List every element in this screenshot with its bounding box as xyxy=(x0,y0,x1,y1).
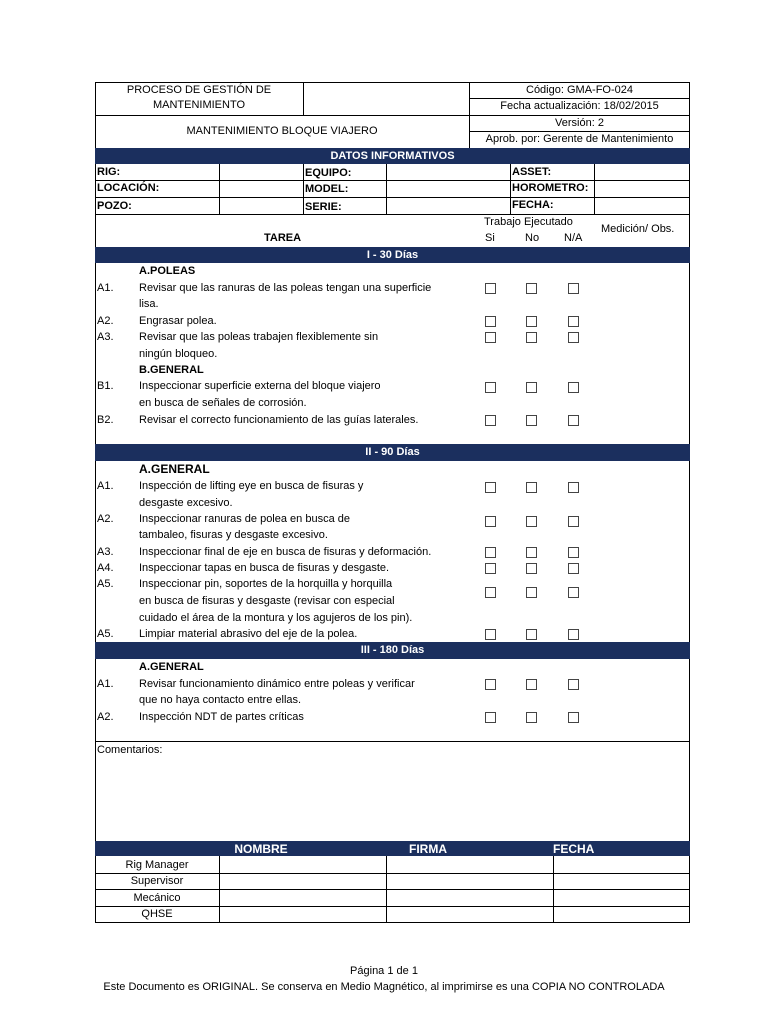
info-vline-3 xyxy=(386,164,387,214)
doc-code: Código: GMA-FO-024 xyxy=(526,84,633,96)
page-number: Página 1 de 1 xyxy=(350,965,418,977)
checkbox-si[interactable] xyxy=(485,382,496,393)
checkbox-na[interactable] xyxy=(568,482,579,493)
item-code: A5. xyxy=(97,628,114,640)
checkbox-na[interactable] xyxy=(568,712,579,723)
checkbox-na[interactable] xyxy=(568,587,579,598)
label-horometro: HOROMETRO: xyxy=(512,182,589,194)
group-name: A.POLEAS xyxy=(139,265,196,277)
label-pozo: POZO: xyxy=(97,200,132,212)
checkbox-si[interactable] xyxy=(485,712,496,723)
checkbox-no[interactable] xyxy=(526,679,537,690)
item-text: que no haya contacto entre ellas. xyxy=(139,694,302,706)
item-code: A2. xyxy=(97,711,114,723)
checkbox-si[interactable] xyxy=(485,283,496,294)
checkbox-no[interactable] xyxy=(526,629,537,640)
col-si: Si xyxy=(485,232,495,244)
version: Versión: 2 xyxy=(555,117,604,129)
item-text: ningún bloqueo. xyxy=(139,348,218,360)
checkbox-na[interactable] xyxy=(568,547,579,558)
checkbox-si[interactable] xyxy=(485,563,496,574)
sig-hline-2 xyxy=(95,889,690,890)
comments-label: Comentarios: xyxy=(97,744,163,756)
sig-role: QHSE xyxy=(141,908,173,920)
checkbox-na[interactable] xyxy=(568,316,579,327)
info-hline-1 xyxy=(95,180,690,181)
info-vline-2 xyxy=(303,164,304,214)
group-name: A.GENERAL xyxy=(139,661,204,673)
col-obs: Medición/ Obs. xyxy=(601,223,675,235)
sig-vline-1 xyxy=(219,856,220,923)
item-text: Limpiar material abrasivo del eje de la polea. xyxy=(139,628,358,640)
label-location: LOCACIÓN: xyxy=(97,182,160,194)
copy-notice: Este Documento es ORIGINAL. Se conserva en Medio Magnético, al imprimirse es una COPIA NO CONTROLADA xyxy=(103,981,665,993)
checkbox-si[interactable] xyxy=(485,482,496,493)
item-text: Inspeccionar tapas en busca de fisuras y desgaste. xyxy=(139,562,390,574)
label-asset: ASSET: xyxy=(512,166,552,178)
checkbox-no[interactable] xyxy=(526,712,537,723)
info-hline-3 xyxy=(95,214,690,215)
item-text: Revisar que las ranuras de las poleas tengan una superficie xyxy=(139,282,432,294)
item-text: Inspeccionar final de eje en busca de fisuras y deformación. xyxy=(139,546,432,558)
item-text: Inspeccionar superficie externa del bloque viajero xyxy=(139,380,381,392)
checkbox-si[interactable] xyxy=(485,547,496,558)
item-text: Inspeccionar ranuras de polea en busca de xyxy=(139,513,350,525)
col-no: No xyxy=(525,232,540,244)
checkbox-na[interactable] xyxy=(568,629,579,640)
info-hline-2 xyxy=(95,197,690,198)
item-code: B1. xyxy=(97,380,114,392)
label-serie: SERIE: xyxy=(305,201,342,213)
checkbox-no[interactable] xyxy=(526,415,537,426)
checkbox-no[interactable] xyxy=(526,547,537,558)
sig-role: Rig Manager xyxy=(125,859,189,871)
info-vline-4 xyxy=(510,164,511,214)
item-code: A3. xyxy=(97,546,114,558)
item-code: B2. xyxy=(97,414,114,426)
update-date: Fecha actualización: 18/02/2015 xyxy=(500,100,659,112)
section-band-30: I - 30 Días xyxy=(95,247,690,263)
item-text: Revisar el correcto funcionamiento de las guías laterales. xyxy=(139,414,419,426)
sig-header-nombre: NOMBRE xyxy=(234,842,288,856)
checkbox-no[interactable] xyxy=(526,587,537,598)
approved-by: Aprob. por: Gerente de Mantenimiento xyxy=(485,133,674,145)
checkbox-si[interactable] xyxy=(485,316,496,327)
sig-vline-3 xyxy=(553,856,554,923)
process-line1: PROCESO DE GESTIÓN DE xyxy=(126,84,272,96)
group-name: A.GENERAL xyxy=(139,462,210,476)
item-code: A2. xyxy=(97,513,114,525)
sig-header-fecha: FECHA xyxy=(553,842,595,856)
label-model: MODEL: xyxy=(305,183,349,195)
item-text: Revisar que las poleas trabajen flexiblemente sin xyxy=(139,331,379,343)
checkbox-si[interactable] xyxy=(485,415,496,426)
label-fecha: FECHA: xyxy=(512,199,554,211)
section-band-180: III - 180 Días xyxy=(95,642,690,659)
item-text: en busca de fisuras y desgaste (revisar con especial xyxy=(139,595,395,607)
checkbox-no[interactable] xyxy=(526,332,537,343)
checkbox-no[interactable] xyxy=(526,563,537,574)
sig-role: Mecánico xyxy=(133,892,181,904)
checkbox-si[interactable] xyxy=(485,679,496,690)
group-name: B.GENERAL xyxy=(139,364,204,376)
checkbox-no[interactable] xyxy=(526,482,537,493)
header-vline-1 xyxy=(303,82,304,115)
checkbox-no[interactable] xyxy=(526,316,537,327)
sig-vline-2 xyxy=(386,856,387,923)
info-vline-1 xyxy=(219,164,220,214)
checkbox-no[interactable] xyxy=(526,382,537,393)
label-rig: RIG: xyxy=(97,166,121,178)
item-code: A1. xyxy=(97,678,114,690)
item-text: Inspección de lifting eye en busca de fisuras y xyxy=(139,480,364,492)
checkbox-na[interactable] xyxy=(568,563,579,574)
comments-divider xyxy=(95,741,690,742)
item-code: A5. xyxy=(97,578,114,590)
checkbox-no[interactable] xyxy=(526,283,537,294)
item-text: Inspección NDT de partes críticas xyxy=(139,711,304,723)
item-code: A1. xyxy=(97,282,114,294)
item-text: Engrasar polea. xyxy=(139,315,217,327)
checkbox-na[interactable] xyxy=(568,283,579,294)
item-text: en busca de señales de corrosión. xyxy=(139,397,307,409)
item-code: A3. xyxy=(97,331,114,343)
sig-header-firma: FIRMA xyxy=(409,842,447,856)
col-task: TAREA xyxy=(264,232,302,244)
item-code: A2. xyxy=(97,315,114,327)
col-executed: Trabajo Ejecutado xyxy=(484,216,573,228)
checkbox-si[interactable] xyxy=(485,516,496,527)
sig-role: Supervisor xyxy=(130,875,184,887)
form-title: MANTENIMIENTO BLOQUE VIAJERO xyxy=(186,125,378,137)
checkbox-no[interactable] xyxy=(526,516,537,527)
info-vline-5 xyxy=(594,164,595,214)
item-text: tambaleo, fisuras y desgaste excesivo. xyxy=(139,529,328,541)
checkbox-si[interactable] xyxy=(485,587,496,598)
checkbox-na[interactable] xyxy=(568,415,579,426)
item-text: lisa. xyxy=(139,298,159,310)
checkbox-na[interactable] xyxy=(568,679,579,690)
item-code: A1. xyxy=(97,480,114,492)
info-band: DATOS INFORMATIVOS xyxy=(95,148,690,164)
col-na: N/A xyxy=(564,232,583,244)
label-equipo: EQUIPO: xyxy=(305,167,352,179)
item-text: Revisar funcionamiento dinámico entre poleas y verificar xyxy=(139,678,415,690)
checkbox-na[interactable] xyxy=(568,332,579,343)
checkbox-si[interactable] xyxy=(485,332,496,343)
checkbox-na[interactable] xyxy=(568,382,579,393)
item-text: Inspeccionar pin, soportes de la horquilla y horquilla xyxy=(139,578,393,590)
checkbox-si[interactable] xyxy=(485,629,496,640)
section-band-90: II - 90 Días xyxy=(95,444,690,461)
item-code: A4. xyxy=(97,562,114,574)
item-text: desgaste excesivo. xyxy=(139,497,233,509)
process-line2: MANTENIMIENTO xyxy=(152,99,246,111)
item-text: cuidado el área de la montura y los agujeros de los pin). xyxy=(139,612,413,624)
checkbox-na[interactable] xyxy=(568,516,579,527)
